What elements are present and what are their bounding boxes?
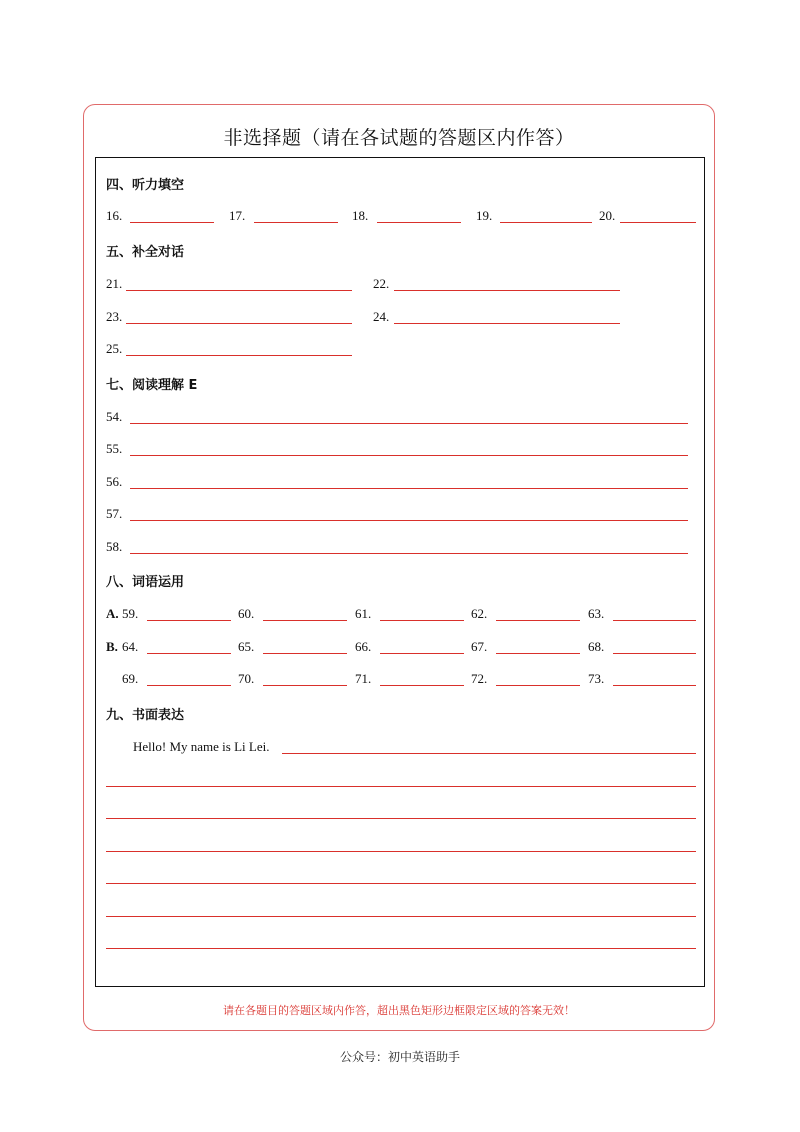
q69-answer-line[interactable] — [147, 685, 231, 686]
section-reading-heading: 七、阅读理解 E — [106, 378, 198, 393]
q64-answer-line[interactable] — [147, 653, 231, 654]
section-dialogue-heading: 五、补全对话 — [106, 245, 185, 260]
q25-answer-line[interactable] — [126, 355, 352, 356]
writing-line-2[interactable] — [106, 786, 696, 787]
q72-number: 72. — [471, 671, 488, 686]
q68-answer-line[interactable] — [613, 653, 696, 654]
q62-answer-line[interactable] — [496, 620, 580, 621]
q21-number: 21. — [106, 276, 123, 291]
q20-number: 20. — [599, 208, 616, 223]
q73-answer-line[interactable] — [613, 685, 696, 686]
q21-answer-line[interactable] — [126, 290, 352, 291]
answer-sheet — [83, 104, 715, 1031]
q25-number: 25. — [106, 341, 123, 356]
q20-answer-line[interactable] — [620, 222, 696, 223]
q61-number: 61. — [355, 606, 372, 621]
q59-number: 59. — [122, 606, 139, 621]
q24-answer-line[interactable] — [394, 323, 620, 324]
q67-number: 67. — [471, 639, 488, 654]
q56-number: 56. — [106, 474, 123, 489]
q57-number: 57. — [106, 506, 123, 521]
q63-answer-line[interactable] — [613, 620, 696, 621]
q55-number: 55. — [106, 441, 123, 456]
writing-line-5[interactable] — [106, 883, 696, 884]
q66-number: 66. — [355, 639, 372, 654]
q55-answer-line[interactable] — [130, 455, 688, 456]
q64-number: 64. — [122, 639, 139, 654]
q23-answer-line[interactable] — [126, 323, 352, 324]
q60-answer-line[interactable] — [263, 620, 347, 621]
writing-line-7[interactable] — [106, 948, 696, 949]
page-footer-account: 公众号：初中英语助手 — [339, 1050, 460, 1064]
writing-line-6[interactable] — [106, 916, 696, 917]
q22-number: 22. — [373, 276, 390, 291]
q24-number: 24. — [373, 309, 390, 324]
writing-line-1[interactable] — [282, 753, 696, 754]
q18-answer-line[interactable] — [377, 222, 461, 223]
writing-opening-sentence: Hello! My name is Li Lei. — [133, 739, 270, 754]
q68-number: 68. — [588, 639, 605, 654]
q54-number: 54. — [106, 409, 123, 424]
q57-answer-line[interactable] — [130, 520, 688, 521]
q72-answer-line[interactable] — [496, 685, 580, 686]
q63-number: 63. — [588, 606, 605, 621]
section-writing-heading: 九、书面表达 — [106, 708, 185, 723]
q23-number: 23. — [106, 309, 123, 324]
q18-number: 18. — [352, 208, 369, 223]
section-word-usage-heading: 八、词语运用 — [106, 575, 185, 590]
part-a-label: A. — [106, 606, 119, 621]
answer-area-warning: 请在各题目的答题区域内作答，超出黑色矩形边框限定区域的答案无效！ — [223, 1004, 575, 1017]
q70-number: 70. — [238, 671, 255, 686]
q65-number: 65. — [238, 639, 255, 654]
q69-number: 69. — [122, 671, 139, 686]
q67-answer-line[interactable] — [496, 653, 580, 654]
part-b-label: B. — [106, 639, 118, 654]
q54-answer-line[interactable] — [130, 423, 688, 424]
q71-number: 71. — [355, 671, 372, 686]
q56-answer-line[interactable] — [130, 488, 688, 489]
sheet-title: 非选择题（请在各试题的答题区内作答） — [223, 127, 575, 149]
answer-area-box — [95, 157, 705, 987]
q19-answer-line[interactable] — [500, 222, 592, 223]
q70-answer-line[interactable] — [263, 685, 347, 686]
q60-number: 60. — [238, 606, 255, 621]
writing-line-3[interactable] — [106, 818, 696, 819]
q62-number: 62. — [471, 606, 488, 621]
q17-answer-line[interactable] — [254, 222, 338, 223]
q61-answer-line[interactable] — [380, 620, 464, 621]
q71-answer-line[interactable] — [380, 685, 464, 686]
q73-number: 73. — [588, 671, 605, 686]
q22-answer-line[interactable] — [394, 290, 620, 291]
q65-answer-line[interactable] — [263, 653, 347, 654]
q66-answer-line[interactable] — [380, 653, 464, 654]
q17-number: 17. — [229, 208, 246, 223]
section-listening-heading: 四、听力填空 — [106, 178, 185, 193]
q58-number: 58. — [106, 539, 123, 554]
q16-answer-line[interactable] — [130, 222, 214, 223]
q59-answer-line[interactable] — [147, 620, 231, 621]
writing-line-4[interactable] — [106, 851, 696, 852]
q58-answer-line[interactable] — [130, 553, 688, 554]
q19-number: 19. — [476, 208, 493, 223]
q16-number: 16. — [106, 208, 123, 223]
